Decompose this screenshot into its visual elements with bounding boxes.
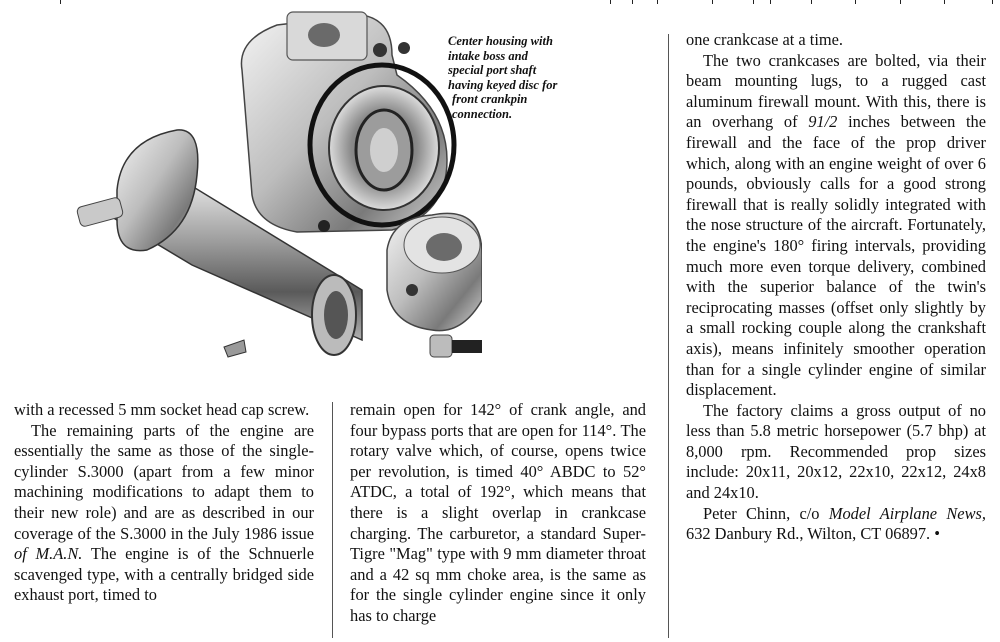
engine-parts-photo [62, 0, 482, 390]
paragraph: one crankcase at a time. [686, 30, 843, 49]
text-run: The two crankcases are bolted, via their beam mounting lugs, to a rugged cast aluminum firewall mount. With this, there is an overhang of [686, 50, 986, 132]
caption-line: connection. [452, 106, 513, 121]
column-divider-2 [668, 34, 669, 638]
text-column-2 [350, 400, 646, 627]
paragraph: with a recessed 5 mm socket head cap screw. [14, 400, 310, 419]
keyed-disc [387, 213, 482, 330]
photo-caption [448, 34, 588, 122]
caption-line: Center housing with [448, 34, 553, 48]
center-housing [241, 12, 454, 232]
paragraph: remain open for 142° of crank angle, and four bypass ports that are open for 114°. The rotary valve which, of course, opens twice per revolution, is timed 40° ABDC to 52° ATDC, a total of 192°, which means that there is a slight overlap in crankcase charging. The carburetor, a standard Super-Tigre "Mag" type with 9 mm diameter throat and a 42 sq mm choke area, is the same as for the single cylinder engine since it only has to charge [350, 400, 646, 625]
caption-line: having keyed disc for [448, 77, 558, 92]
cap-screw [224, 335, 482, 357]
caption-line: front crankpin [452, 92, 528, 107]
text-run: The engine is of the Schnuerle scavenged type, with a centrally bridged side exhaust port, timed to [14, 544, 314, 605]
address: 632 Danbury Rd., Wilton, CT 06897. • [686, 524, 940, 544]
paragraph: The factory claims a gross output of no less than 5.8 metric horsepower (5.7 bhp) at 8,000 rpm. Recommended prop sizes include: 20x11, 20x12, 22x10, 22x12, 24x8 and 24x10. [686, 400, 986, 503]
caption-line: intake boss and [448, 48, 528, 63]
magazine-title: Model Airplane News, [828, 503, 986, 523]
magazine-title: of M.A.N. [14, 544, 83, 564]
caption-line: special port shaft [448, 63, 537, 78]
paragraph [14, 421, 314, 606]
text-run: inches between the firewall and the face of the prop driver which, along with an engine weight of over 6 pounds, obviously calls for a good strong firewall that is really solidly integrated with the nose structure of the aircraft. Fortunately, the engine's 180° firing intervals, providing much more even torque delivery, combined with the superior balance of the twin's reciprocating masses (offset only slightly by a small rocking couple along the crankshaft axis), means infinitely smoother operation than for a single cylinder engine of similar displacement. [686, 112, 986, 400]
text-run: The remaining parts of the engine are essentially the same as those of the single-cylinder S.3000 (apart from a few minor machining modifications to adapt them to their new role) and are as described in our coverage of the S.3000 in the July 1986 issue [14, 420, 314, 543]
text-run: Peter Chinn, c/o [703, 503, 829, 523]
column-divider-1 [332, 402, 333, 638]
text-column-1 [14, 400, 314, 606]
paragraph [686, 51, 986, 401]
overhang-value: 91/2 [808, 112, 838, 132]
text-column-3 [686, 30, 986, 545]
author-credit [686, 504, 986, 545]
